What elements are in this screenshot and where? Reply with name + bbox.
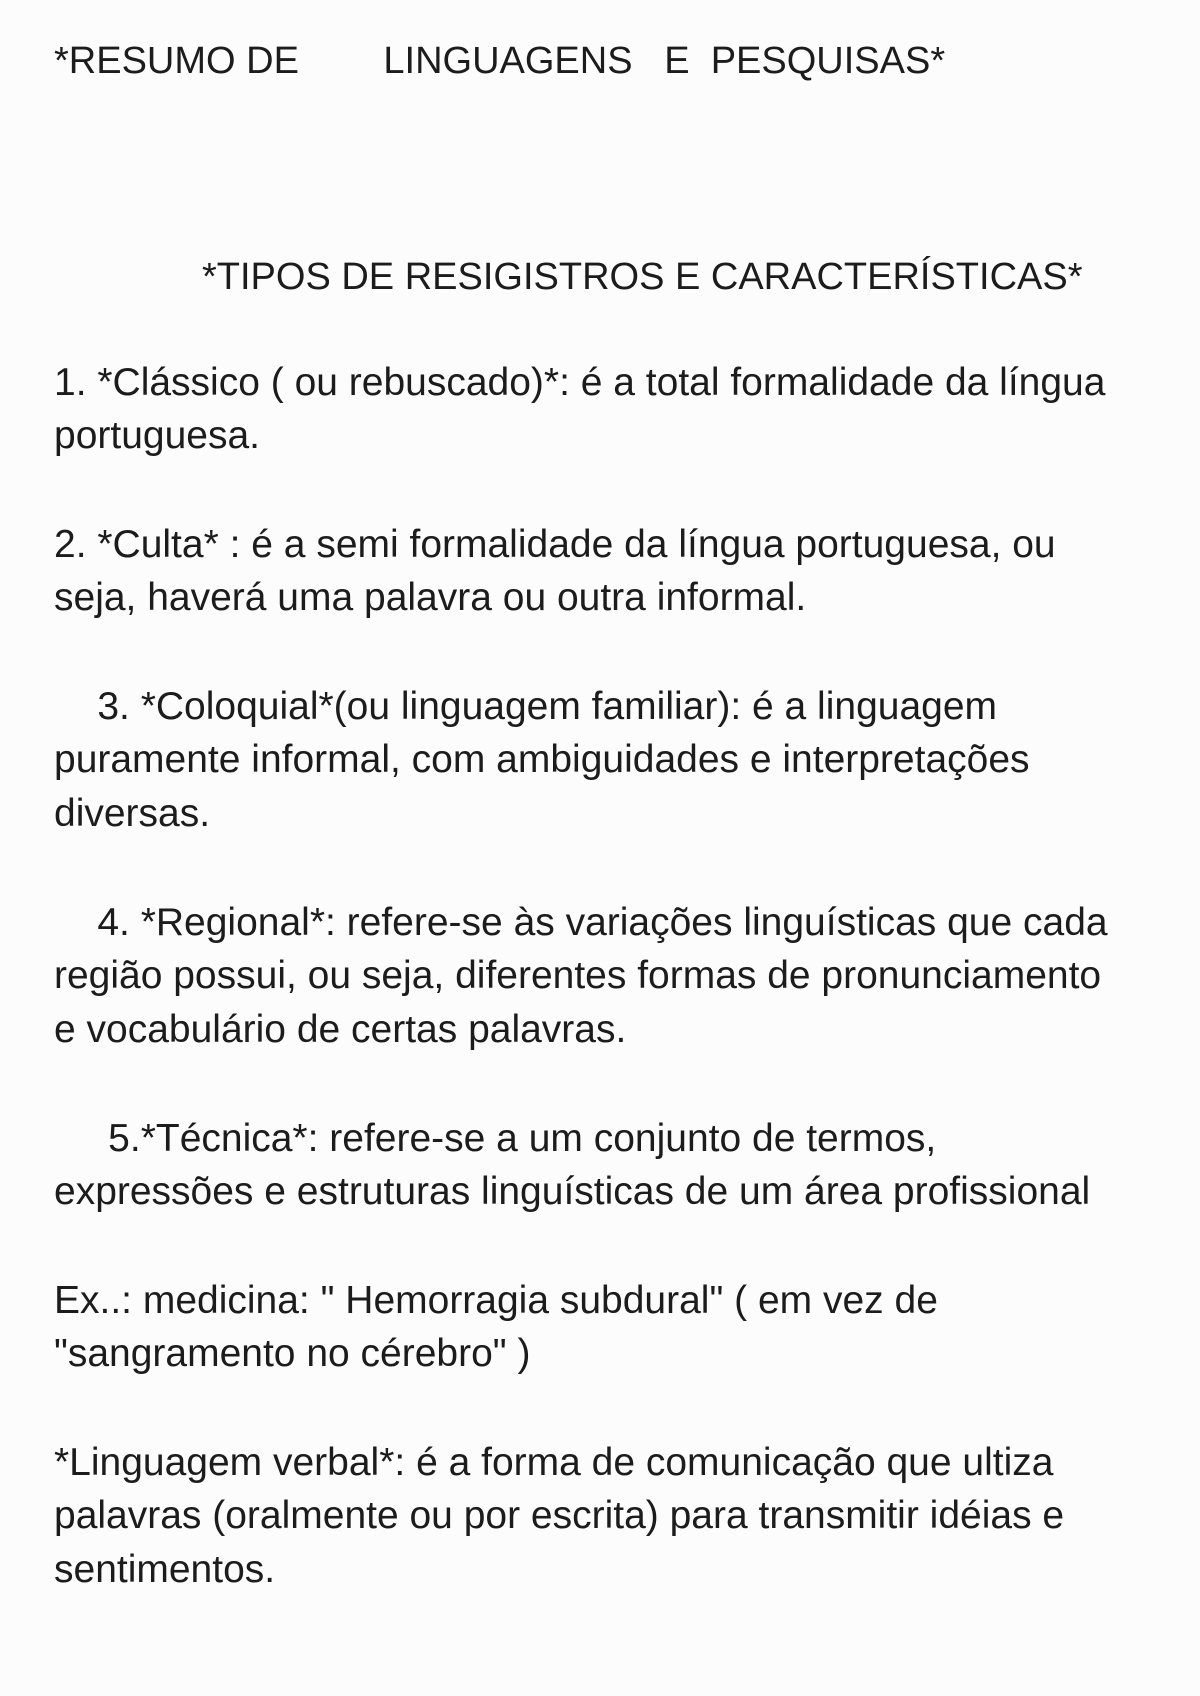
verbal-line-2: palavras (oralmente ou por escrita) para transmitir idéias e bbox=[54, 1494, 1065, 1537]
item-1-line-2: portuguesa. bbox=[54, 414, 260, 457]
item-4-line-2: região possui, ou seja, diferentes formas de pronunciamento bbox=[54, 954, 1102, 997]
item-2-line-2: seja, haverá uma palavra ou outra informal. bbox=[54, 576, 807, 619]
item-3-line-2: puramente informal, com ambiguidades e interpretações bbox=[54, 738, 1030, 781]
item-3-line-1: 3. *Coloquial*(ou linguagem familiar): é a linguagem bbox=[54, 685, 998, 728]
item-3-line-3: diversas. bbox=[54, 792, 211, 835]
item-4-line-3: e vocabulário de certas palavras. bbox=[54, 1008, 627, 1051]
verbal-line-3: sentimentos. bbox=[54, 1548, 276, 1591]
verbal-line-1: *Linguagem verbal*: é a forma de comunicação que ultiza bbox=[54, 1441, 1054, 1484]
item-1-line-1: 1. *Clássico ( ou rebuscado)*: é a total formalidade da língua bbox=[54, 361, 1106, 404]
example-line-1: Ex..: medicina: " Hemorragia subdural" ( em vez de bbox=[54, 1279, 938, 1322]
document-title: *RESUMO DE LINGUAGENS E PESQUISAS* bbox=[54, 40, 946, 82]
example-line-2: "sangramento no cérebro" ) bbox=[54, 1332, 531, 1375]
item-5-line-1: 5.*Técnica*: refere-se a um conjunto de termos, bbox=[54, 1117, 937, 1160]
item-2-line-1: 2. *Culta* : é a semi formalidade da língua portuguesa, ou bbox=[54, 523, 1056, 566]
section-subtitle: *TIPOS DE RESIGISTROS E CARACTERÍSTICAS* bbox=[202, 256, 1083, 298]
item-4-line-1: 4. *Regional*: refere-se às variações linguísticas que cada bbox=[54, 901, 1108, 944]
item-5-line-2: expressões e estruturas linguísticas de um área profissional bbox=[54, 1170, 1091, 1213]
